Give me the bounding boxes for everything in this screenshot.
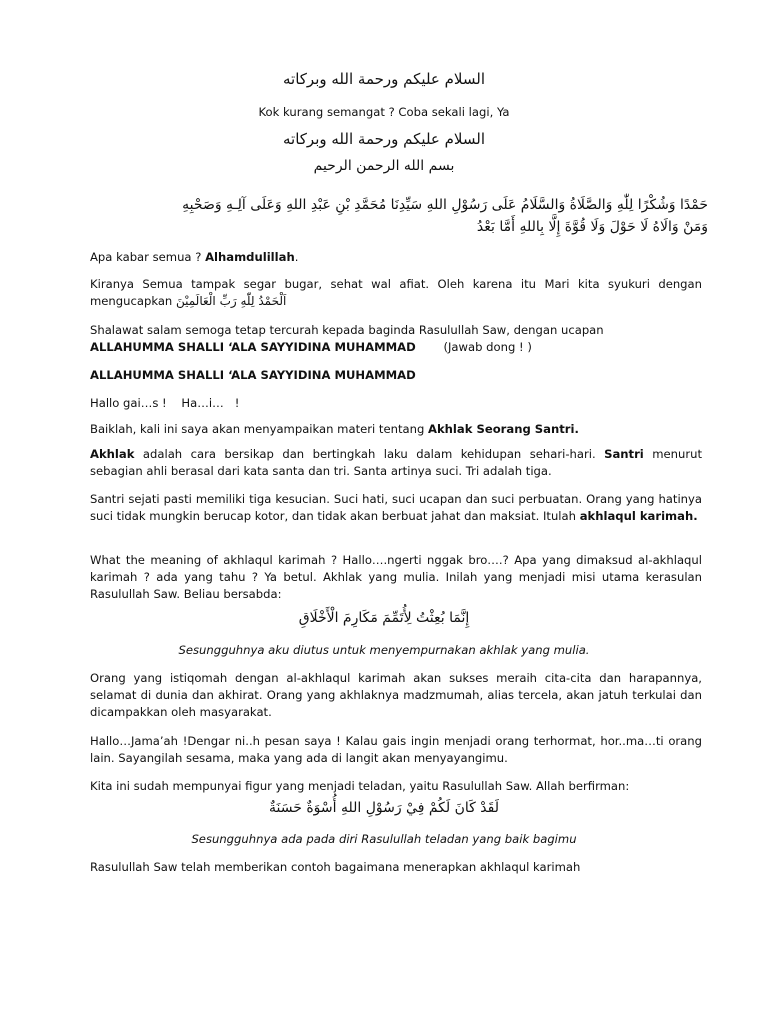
paragraph-greeting [90,249,702,266]
greeting-text: Apa kabar semua ? [90,250,206,264]
greeting-end: . [294,250,299,264]
paragraph-materi [90,421,702,438]
paragraph-hallo: Hallo gai…s ! Ha…i… ! [90,396,240,410]
salam-repeat: السلام عليكم ورحمة الله وبركاته [283,130,485,148]
opening-doa-line-1: حَمْدًا وَشُكْرًا لِلّٰهِ وَالصَّلَاةُ وَالسَّلَامُ عَلَى رَسُوْلِ اللهِ سَيِّدِنَا مُحَمَّدِ بْنِ عَبْدِ اللهِ وَعَلَى آلِـهِ وَصَحْبِهِ [182,197,708,213]
definition-text-1: adalah cara bersikap dan bertingkah laku dalam kehidupan sehari-hari. [134,447,605,461]
sejati-text: Santri sejati pasti memiliki tiga kesucian. Suci hati, suci ucapan dan suci perbuatan. Orang yang hatinya suci tidak mungkin berucap kotor, dan tidak akan berbuat jahat dan maksiat. Itulah [90,492,702,523]
definition-akhlak: Akhlak [90,447,135,461]
paragraph-last: Rasulullah Saw telah memberikan contoh bagaimana menerapkan akhlaqul karimah [90,860,581,874]
salam-heading: السلام عليكم ورحمة الله وبركاته [283,70,485,88]
greeting-bold: Alhamdulillah [205,250,295,264]
opening-doa-line-2: وَمَنْ وَالَاهُ لَا حَوْلَ وَلَا قُوَّةَ إِلَّا بِاللهِ أَمَّا بَعْدُ [476,219,708,235]
shalawat-text: Shalawat salam semoga tetap tercurah kepada baginda Rasulullah Saw, dengan ucapan [90,323,604,337]
shalawat-repeat-bold: ALLAHUMMA SHALLI ‘ALA SAYYIDINA MUHAMMAD [90,368,416,382]
shalawat-bold: ALLAHUMMA SHALLI ‘ALA SAYYIDINA MUHAMMAD [90,340,416,354]
paragraph-figur: Kita ini sudah mempunyai figur yang menjadi teladan, yaitu Rasulullah Saw. Allah berfirman: [90,779,630,793]
paragraph-santri-sejati [90,491,702,525]
basmalah: بسم الله الرحمن الرحيم [313,158,455,174]
paragraph-shalawat-repeat [90,367,702,384]
ayat-arabic: لَقَدْ كَانَ لَكُمْ فِيْ رَسُوْلِ اللهِ أُسْوَةٌ حَسَنَةٌ [269,800,499,816]
paragraph-syukur [90,276,702,310]
syukur-arabic: اَلْحَمْدُ لِلّٰهِ رَبِّ الْعَالَمِيْنَ [175,294,287,308]
paragraph-istiqomah: Orang yang istiqomah dengan al-akhlaqul karimah akan sukses meraih cita-cita dan harapannya, selamat di dunia dan akhirat. Orang yang akhlaknya madzmumah, alias tercela, akan jatuh terkulai dan dicampakkan oleh masyarakat. [90,671,702,719]
paragraph-jamaah: Hallo…Jama’ah !Dengar ni..h pesan saya ! Kalau gais ingin menjadi orang terhormat, hor..ma…ti orang lain. Sayangilah sesama, maka yang ada di langit akan menyayangimu. [90,734,702,765]
syukur-text: Kiranya Semua tampak segar bugar, sehat wal afiat. Oleh karena itu Mari kita syukuri dengan mengucapkan [90,277,702,308]
definition-santri: Santri [604,447,644,461]
paragraph-meaning: What the meaning of akhlaqul karimah ? Hallo….ngerti nggak bro….? Apa yang dimaksud al-akhlaqul karimah ? ada yang tahu ? Ya betul. Akhlak yang mulia. Inilah yang menjadi misi utama kerasulan Rasulullah Saw. Beliau bersabda: [90,553,702,601]
paragraph-definition [90,446,702,480]
materi-text: Baiklah, kali ini saya akan menyampaikan materi tentang [90,422,428,436]
sejati-bold: akhlaqul karimah. [579,509,698,523]
ayat-translation: Sesungguhnya ada pada diri Rasulullah teladan yang baik bagimu [191,832,577,846]
definition-text-2: menurut sebagian ahli berasal dari kata santa dan tri. Santa artinya suci. Tri adalah tiga. [90,447,702,478]
shalawat-response: (Jawab dong ! ) [443,340,532,354]
paragraph-shalawat [90,322,702,356]
materi-bold: Akhlak Seorang Santri. [428,422,579,436]
hadith-arabic: إِنَّمَا بُعِثْتُ لِأُتَمِّمَ مَكَارِمَ الْأَخْلَاقِ [298,610,470,626]
subtitle: Kok kurang semangat ? Coba sekali lagi, Ya [258,105,510,119]
hadith-translation: Sesungguhnya aku diutus untuk menyempurnakan akhlak yang mulia. [178,643,590,657]
